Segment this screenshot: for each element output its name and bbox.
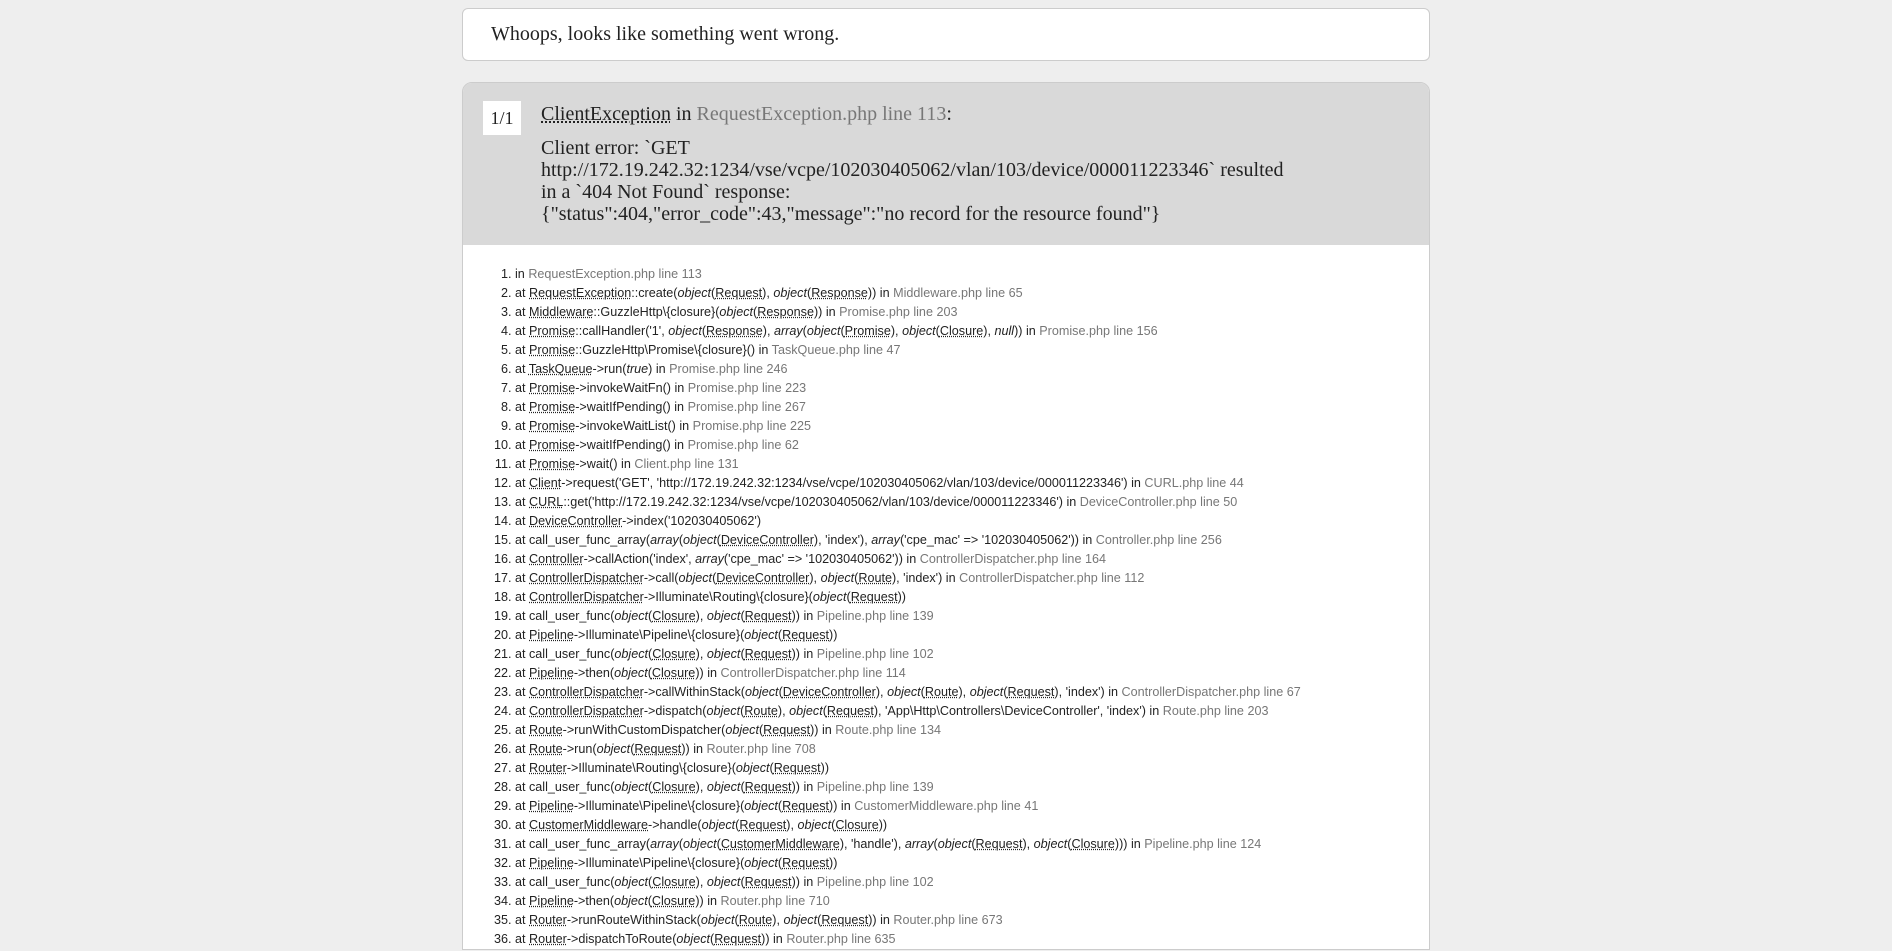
trace-class-abbr[interactable]: Pipeline [529,799,574,813]
trace-location: Client.php line 131 [634,457,739,471]
trace-class-abbr[interactable]: Closure [651,894,696,908]
trace-type: true [626,362,649,376]
page [462,0,1430,950]
trace-item: 29. at Pipeline->Illuminate\Pipeline\{closure}(object(Request)) in CustomerMiddleware.php line 41 [515,797,1429,816]
trace-class-abbr[interactable]: Promise [529,381,576,395]
trace-type: array [904,837,934,851]
trace-type: object [797,818,832,832]
exception-in-word: in [670,103,697,125]
trace-class-abbr[interactable]: Pipeline [529,894,574,908]
trace-item: 31. at call_user_func_array(array(object(CustomerMiddleware), 'handle'), array(object(Request), object(Closure))) in Pipeline.php line 124 [515,835,1429,854]
trace-class-abbr[interactable]: Request [782,799,830,813]
trace-type: array [650,837,679,851]
trace-type: object [677,286,712,300]
trace-item: 1. in RequestException.php line 113 [515,265,1429,284]
trace-class-abbr[interactable]: ControllerDispatcher [529,704,644,718]
trace-item: 5. at Promise::GuzzleHttp\Promise\{closure}() in TaskQueue.php line 47 [515,341,1429,360]
trace-item: 34. at Pipeline->then(object(Closure)) in Router.php line 710 [515,892,1429,911]
trace-class-abbr[interactable]: CustomerMiddleware [529,818,648,832]
trace-type: object [701,818,736,832]
trace-class-abbr[interactable]: Pipeline [529,856,574,870]
trace-location: Controller.php line 256 [1095,533,1222,547]
trace-type: object [614,609,649,623]
trace-type: object [706,704,741,718]
trace-item: 15. at call_user_func_array(array(object(DeviceController), 'index'), array('cpe_mac' => '102030405062')) in Controller.php line 256 [515,531,1429,550]
error-notice [462,8,1430,61]
trace-class-abbr[interactable]: Request [714,932,762,946]
trace-class-abbr[interactable]: Promise [529,438,576,452]
trace-item: 6. at TaskQueue->run(true) in Promise.php line 246 [515,360,1429,379]
trace-location: Promise.php line 246 [669,362,788,376]
trace-class-abbr[interactable]: Closure [652,609,696,623]
trace-class-abbr[interactable]: Route [738,913,773,927]
trace-item: 23. at ControllerDispatcher->callWithinStack(object(DeviceController), object(Route), object(Request), 'index') in ControllerDispatcher.php line 67 [515,683,1429,702]
trace-location: CURL.php line 44 [1144,476,1244,490]
trace-item: 12. at Client->request('GET', 'http://172.19.242.32:1234/vse/vcpe/102030405062/vlan/103/device/000011223346') in CURL.php line 44 [515,474,1429,493]
trace-class-abbr[interactable]: Request [850,590,898,604]
trace-class-abbr[interactable]: CustomerMiddleware [720,837,840,851]
trace-class-abbr[interactable]: ControllerDispatcher [529,685,644,699]
trace-type: object [812,590,847,604]
trace-item: 7. at Promise->invokeWaitFn() in Promise.php line 223 [515,379,1429,398]
trace-type: object [969,685,1004,699]
trace-class-abbr[interactable]: Route [924,685,959,699]
trace-item: 22. at Pipeline->then(object(Closure)) in ControllerDispatcher.php line 114 [515,664,1429,683]
trace-class-abbr[interactable]: Request [744,780,792,794]
trace-type: array [650,533,679,547]
trace-type: object [706,780,741,794]
trace-class-abbr[interactable]: Request [744,875,792,889]
trace-location: Middleware.php line 65 [893,286,1023,300]
trace-item: 26. at Route->run(object(Request)) in Router.php line 708 [515,740,1429,759]
trace-location: Promise.php line 225 [692,419,811,433]
trace-type: object [614,647,649,661]
exception-message: Client error: `GET http://172.19.242.32:1234/vse/vcpe/102030405062/vlan/103/device/000011223346` resulted in a `404 Not Found` response: {"status":404,"error_code":43,"message":"no record for the resource found"} [541,137,1284,225]
trace-location: Pipeline.php line 124 [1144,837,1262,851]
trace-class-abbr[interactable]: Response [706,324,763,338]
trace-type: object [676,932,710,946]
trace-class-abbr[interactable]: RequestException [529,286,632,300]
trace-class-abbr[interactable]: Request [739,818,787,832]
trace-class-abbr[interactable]: Promise [529,419,576,433]
trace-item: 18. at ControllerDispatcher->Illuminate\Routing\{closure}(object(Request)) [515,588,1429,607]
trace-location: Pipeline.php line 139 [816,780,934,794]
trace-class-abbr[interactable]: Closure [1071,837,1115,851]
trace-type: object [887,685,921,699]
trace-class-abbr[interactable]: Controller [529,552,584,566]
trace-type: object [783,913,818,927]
trace-class-abbr[interactable]: Request [744,609,792,623]
trace-location: Promise.php line 156 [1039,324,1158,338]
trace-class-abbr[interactable]: Router [529,913,567,927]
trace-type: object [806,324,841,338]
trace-item: 14. at DeviceController->index('102030405062') [515,512,1429,531]
trace-location: ControllerDispatcher.php line 164 [919,552,1106,566]
trace-item: 24. at ControllerDispatcher->dispatch(object(Route), object(Request), 'App\Http\Controllers\DeviceController', 'index') in Route.php line 203 [515,702,1429,721]
trace-type: array [695,552,724,566]
trace-class-abbr[interactable]: DeviceController [720,533,814,547]
trace-type: object [773,286,807,300]
trace-type: object [614,894,648,908]
trace-item: 32. at Pipeline->Illuminate\Pipeline\{closure}(object(Request)) [515,854,1429,873]
trace-location: Router.php line 708 [706,742,816,756]
trace-class-abbr[interactable]: Request [782,856,830,870]
trace-class-abbr[interactable]: Request [782,628,830,642]
trace-item: 33. at call_user_func(object(Closure), object(Request)) in Pipeline.php line 102 [515,873,1429,892]
trace-class-abbr[interactable]: Request [744,647,792,661]
stack-trace [463,245,1429,949]
trace-class-abbr[interactable]: Request [975,837,1023,851]
trace-class-abbr[interactable]: DeviceController [529,514,623,528]
trace-class-abbr[interactable]: Request [1007,685,1055,699]
exception-class[interactable]: ClientException [541,103,671,125]
trace-location: TaskQueue.php line 47 [771,343,901,357]
trace-item: 21. at call_user_func(object(Closure), object(Request)) in Pipeline.php line 102 [515,645,1429,664]
trace-item: 30. at CustomerMiddleware->handle(object(Request), object(Closure)) [515,816,1429,835]
trace-location: ControllerDispatcher.php line 114 [720,666,906,680]
trace-class-abbr[interactable]: TaskQueue [528,362,593,376]
trace-type: object [668,324,702,338]
trace-item: 19. at call_user_func(object(Closure), object(Request)) in Pipeline.php line 139 [515,607,1429,626]
trace-type: object [614,875,649,889]
exception-file: RequestException.php line 113 [696,103,947,125]
trace-location: Pipeline.php line 139 [816,609,934,623]
trace-class-abbr[interactable]: Request [763,723,811,737]
trace-type: object [683,837,717,851]
trace-location: Promise.php line 223 [687,381,807,395]
trace-class-abbr[interactable]: Closure [651,666,696,680]
trace-type: object [700,913,735,927]
trace-class-abbr[interactable]: Client [529,476,562,490]
trace-type: object [820,571,855,585]
trace-type: object [719,305,754,319]
trace-class-abbr[interactable]: Request [821,913,869,927]
trace-type: object [744,685,779,699]
trace-location: Route.php line 203 [1162,704,1269,718]
trace-location: Pipeline.php line 102 [816,647,934,661]
trace-item: 8. at Promise->waitIfPending() in Promise.php line 267 [515,398,1429,417]
trace-item: 25. at Route->runWithCustomDispatcher(object(Request)) in Route.php line 134 [515,721,1429,740]
trace-class-abbr[interactable]: Response [757,305,814,319]
trace-location: Route.php line 134 [835,723,941,737]
exception-panel [462,82,1430,950]
trace-type: object [706,647,741,661]
trace-item: 4. at Promise::callHandler('1', object(Response), array(object(Promise), object(Closure), null)) in Promise.php line 156 [515,322,1429,341]
trace-item: 13. at CURL::get('http://172.19.242.32:1234/vse/vcpe/102030405062/vlan/103/device/000011223346') in DeviceController.php line 50 [515,493,1429,512]
trace-class-abbr[interactable]: Closure [939,324,984,338]
trace-class-abbr[interactable]: Request [826,704,874,718]
trace-class-abbr[interactable]: Router [529,932,567,946]
trace-type: object [706,875,741,889]
trace-class-abbr[interactable]: Promise [529,457,576,471]
trace-item: 3. at Middleware::GuzzleHttp\{closure}(object(Response)) in Promise.php line 203 [515,303,1429,322]
trace-type: object [678,571,713,585]
trace-class-abbr[interactable]: Response [811,286,868,300]
trace-class-abbr[interactable]: Closure [652,647,696,661]
trace-type: object [614,780,649,794]
trace-class-abbr[interactable]: Route [858,571,892,585]
trace-type: array [871,533,900,547]
trace-type: object [744,856,778,870]
trace-item: 9. at Promise->invokeWaitList() in Promise.php line 225 [515,417,1429,436]
trace-location: DeviceController.php line 50 [1079,495,1238,509]
error-notice-text: Whoops, looks like something went wrong. [491,23,840,45]
trace-location: Router.php line 710 [720,894,830,908]
trace-class-abbr[interactable]: Route [744,704,778,718]
trace-type: object [596,742,631,756]
trace-class-abbr[interactable]: Promise [529,324,576,338]
trace-location: Promise.php line 203 [839,305,958,319]
trace-location: Pipeline.php line 102 [816,875,934,889]
trace-item: 20. at Pipeline->Illuminate\Pipeline\{closure}(object(Request)) [515,626,1429,645]
trace-location: ControllerDispatcher.php line 112 [959,571,1145,585]
trace-class-abbr[interactable]: Promise [529,343,576,357]
trace-location: Router.php line 635 [786,932,896,946]
exception-body [541,101,1401,225]
trace-type: object [902,324,936,338]
trace-class-abbr[interactable]: Request [634,742,682,756]
trace-class-abbr[interactable]: Route [529,742,563,756]
trace-type: object [744,799,778,813]
trace-item: 16. at Controller->callAction('index', array('cpe_mac' => '102030405062')) in ControllerDispatcher.php line 164 [515,550,1429,569]
trace-class-abbr[interactable]: Request [715,286,763,300]
trace-location: Promise.php line 62 [687,438,799,452]
trace-item: 17. at ControllerDispatcher->call(object(DeviceController), object(Route), 'index') in ControllerDispatcher.php line 112 [515,569,1429,588]
trace-class-abbr[interactable]: DeviceController [782,685,876,699]
trace-item: 28. at call_user_func(object(Closure), object(Request)) in Pipeline.php line 139 [515,778,1429,797]
trace-type: object [744,628,778,642]
trace-location: Router.php line 673 [893,913,1003,927]
trace-item: 35. at Router->runRouteWithinStack(object(Route), object(Request)) in Router.php line 673 [515,911,1429,930]
trace-class-abbr[interactable]: DeviceController [716,571,810,585]
trace-location: CustomerMiddleware.php line 41 [854,799,1039,813]
trace-class-abbr[interactable]: Closure [652,875,696,889]
trace-class-abbr[interactable]: Middleware [529,305,594,319]
trace-item: 2. at RequestException::create(object(Request), object(Response)) in Middleware.php line 65 [515,284,1429,303]
trace-type: object [614,666,648,680]
trace-class-abbr[interactable]: Route [529,723,563,737]
trace-item: 36. at Router->dispatchToRoute(object(Request)) in Router.php line 635 [515,930,1429,949]
trace-class-abbr[interactable]: Closure [652,780,696,794]
trace-type: object [1033,837,1068,851]
trace-type: object [789,704,823,718]
exception-header [463,83,1429,245]
trace-class-abbr[interactable]: ControllerDispatcher [529,590,644,604]
trace-location: Promise.php line 267 [687,400,806,414]
exception-colon: : [946,103,952,125]
trace-class-abbr[interactable]: Promise [844,324,891,338]
trace-type: object [735,761,770,775]
trace-class-abbr[interactable]: ControllerDispatcher [529,571,644,585]
trace-type: object [706,609,741,623]
trace-item: 27. at Router->Illuminate\Routing\{closure}(object(Request)) [515,759,1429,778]
trace-class-abbr[interactable]: CURL [529,495,564,509]
trace-item: 11. at Promise->wait() in Client.php line 131 [515,455,1429,474]
trace-type: null [994,324,1015,338]
trace-class-abbr[interactable]: Pipeline [529,666,574,680]
exception-counter: 1/1 [483,101,521,135]
trace-type: array [773,324,803,338]
trace-class-abbr[interactable]: Pipeline [529,628,574,642]
trace-type: object [937,837,972,851]
trace-location: RequestException.php line 113 [528,267,702,281]
exception-title [541,101,1401,127]
trace-class-abbr[interactable]: Request [773,761,821,775]
trace-item: 10. at Promise->waitIfPending() in Promise.php line 62 [515,436,1429,455]
trace-class-abbr[interactable]: Promise [529,400,576,414]
trace-class-abbr[interactable]: Closure [835,818,879,832]
trace-location: ControllerDispatcher.php line 67 [1121,685,1301,699]
trace-type: object [683,533,717,547]
trace-class-abbr[interactable]: Router [529,761,567,775]
trace-type: object [725,723,759,737]
